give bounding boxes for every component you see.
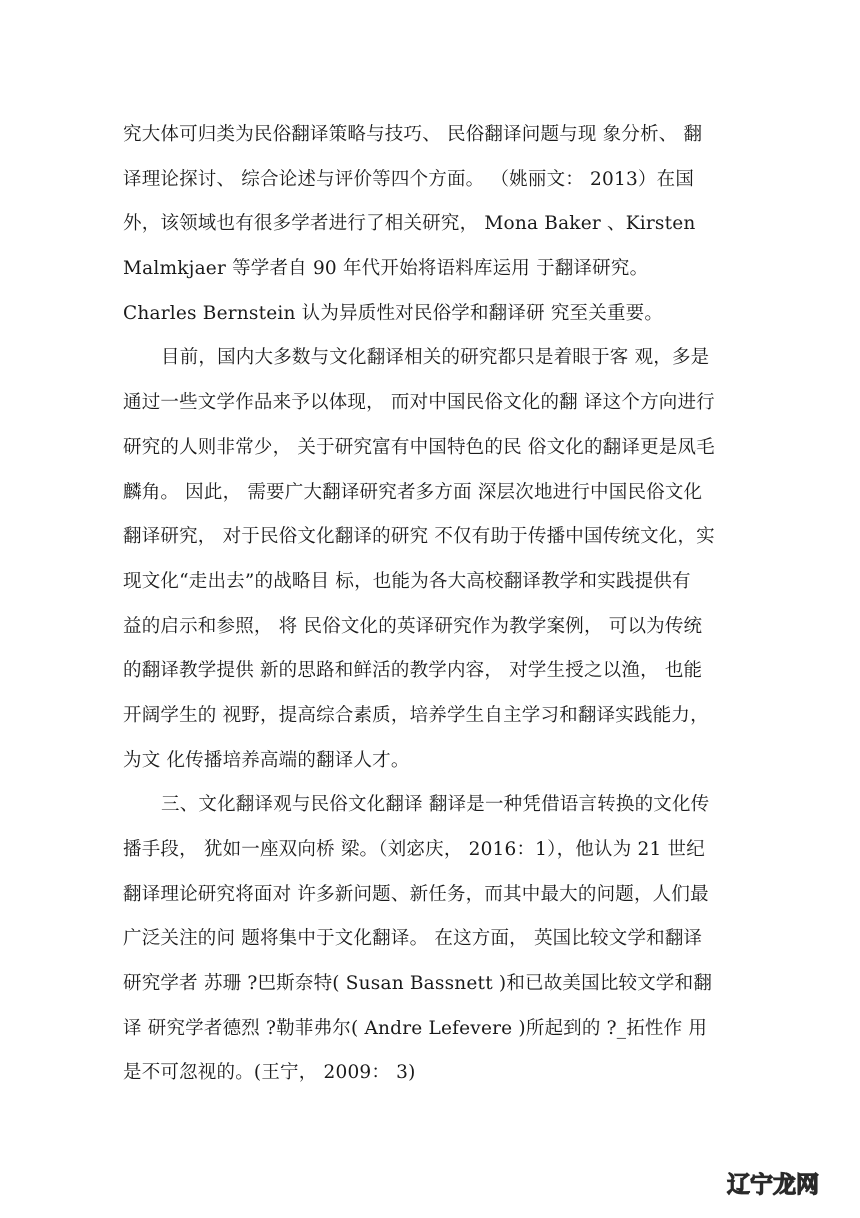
watermark-red-text: 辽宁: [727, 1172, 773, 1198]
section-heading-line: 三、文化翻译观与民俗文化翻译 翻译是一种凭借语言转换的文化传: [161, 794, 710, 816]
text-line: Malmkjaer 等学者自 90 年代开始将语料库运用 于翻译研究。: [123, 258, 649, 280]
paragraph-start-line: 目前，国内大多数与文化翻译相关的研究都只是着眼于客 观，多是: [161, 347, 710, 369]
text-line: 译理论探讨、 综合论述与评价等四个方面。 （姚丽文： 2013）在国: [123, 168, 695, 190]
text-line: 翻译研究， 对于民俗文化翻译的研究 不仅有助于传播中国传统文化，实: [123, 526, 715, 548]
text-line: Charles Bernstein 认为异质性对民俗学和翻译研 究至关重要。: [123, 302, 664, 324]
text-line: 研究的人则非常少， 关于研究富有中国特色的民 俗文化的翻译更是凤毛: [123, 436, 715, 458]
text-line: 研究学者 苏珊 ?巴斯奈特( Susan Bassnett )和已故美国比较文学和翻: [123, 973, 713, 995]
text-line: 麟角。 因此， 需要广大翻译研究者多方面 深层次地进行中国民俗文化: [123, 481, 703, 503]
text-line: 翻译理论研究将面对 许多新问题、新任务，而其中最大的问题，人们最: [123, 883, 709, 905]
site-watermark-logo: [727, 1166, 819, 1199]
text-line: 现文化“走出去”的战略目 标，也能为各大高校翻译教学和实践提供有: [123, 570, 691, 592]
text-line: 为文 化传播培养高端的翻译人才。: [123, 749, 410, 771]
text-line: 开阔学生的 视野，提高综合素质，培养学生自主学习和翻译实践能力，: [123, 704, 709, 726]
text-line: 是不可忽视的。(王宁， 2009： 3): [123, 1062, 416, 1084]
text-line: 外，该领域也有很多学者进行了相关研究， Mona Baker 、Kirsten: [123, 213, 696, 235]
body-text: [123, 116, 743, 1099]
text-line: 益的启示和参照， 将 民俗文化的英译研究作为教学案例， 可以为传统: [123, 615, 703, 637]
text-line: 通过一些文学作品来予以体现， 而对中国民俗文化的翻 译这个方向进行: [123, 392, 715, 414]
text-line: 的翻译教学提供 新的思路和鲜活的教学内容， 对学生授之以渔， 也能: [123, 660, 703, 682]
watermark-outline-text: 龙网: [773, 1172, 819, 1198]
text-line: 广泛关注的问 题将集中于文化翻译。 在这方面， 英国比较文学和翻译: [123, 928, 703, 950]
text-line: 播手段， 犹如一座双向桥 梁。（刘宓庆， 2016：1），他认为 21 世纪: [123, 839, 705, 860]
text-line: 究大体可归类为民俗翻译策略与技巧、 民俗翻译问题与现 象分析、 翻: [123, 124, 703, 145]
text-line: 译 研究学者德烈 ?勒菲弗尔( Andre Lefevere )所起到的 ?_拓性作 用: [123, 1017, 708, 1039]
